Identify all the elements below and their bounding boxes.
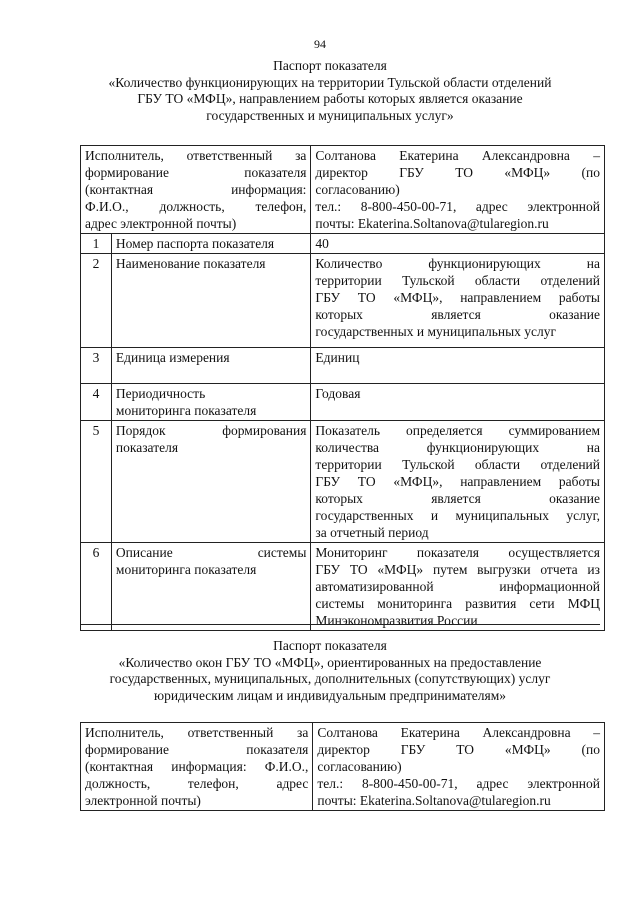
row-label-line: Описание системы [115,545,307,560]
executor-value-line: тел.: 8-800-450-00-71, адрес электронной [317,776,600,791]
executor-value-cell [311,146,605,234]
executor-value-line: тел.: 8-800-450-00-71, адрес электронной [315,199,600,214]
executor-value-line: Солтанова Екатерина Александровна – [317,725,600,740]
row-label [111,348,311,384]
executor-value-line: директор ГБУ ТО «МФЦ» (по [317,742,600,757]
row-label [111,543,311,631]
executor-value-line: почты: Ekaterina.Soltanova@tularegion.ru [317,793,551,808]
row-value-line: автоматизированной информационной [315,579,600,594]
row-value-line: территории Тульской области отделений [315,457,600,472]
table-row [81,543,605,631]
passport-1-heading-line: Паспорт показателя [273,58,387,73]
page-number: 94 [314,37,326,51]
row-number: 4 [81,384,112,421]
executor-label-line: Ф.И.О., должность, телефон, [85,199,307,214]
row-value-line: территории Тульской области отделений [315,273,600,288]
row-label-line: мониторинга показателя [115,403,257,418]
row-value [311,384,605,421]
executor-row [81,146,605,234]
row-label [111,234,311,254]
row-value-line: государственных и муниципальных услуг [315,324,557,339]
passport-1-heading [40,58,620,124]
row-value [311,421,605,543]
table-bottom-rule [80,624,600,625]
row-number: 1 [81,234,112,254]
row-label-line: Периодичность [115,386,206,401]
executor-label-cell [81,723,313,811]
row-number: 5 [81,421,112,543]
executor-label-line: (контактная информация: [85,182,307,197]
row-label-line: Единица измерения [115,350,230,365]
executor-value-line: почты: Ekaterina.Soltanova@tularegion.ru [315,216,549,231]
executor-value-cell [313,723,605,811]
passport-2-heading-line: «Количество окон ГБУ ТО «МФЦ», ориентированных на предоставление [118,654,542,670]
executor-label-line: должность, телефон, адрес [85,776,309,791]
executor-value-line: согласованию) [317,759,402,774]
passport-2-heading-line: государственных, муниципальных, дополнительных (сопутствующих) услуг [109,671,551,686]
row-label-line: Номер паспорта показателя [115,236,275,251]
row-value-line: за отчетный период [315,525,429,540]
row-value [311,348,605,384]
row-value-line: Количество функционирующих на [315,256,600,271]
passport-1-heading-line: «Количество функционирующих на территории Тульской области отделений [108,74,552,90]
row-label [111,254,311,348]
executor-value-line: директор ГБУ ТО «МФЦ» (по [315,165,600,180]
table-row [81,348,605,384]
row-value-line: Мониторинг показателя осуществляется [315,545,600,560]
executor-label-line: Исполнитель, ответственный за [85,148,307,163]
row-value-line: Минэкономразвития России [315,613,478,628]
passport-2-heading-line: Паспорт показателя [273,638,387,653]
passport-2-table [80,722,605,811]
passport-2-heading-line: юридическим лицам и индивидуальным предпринимателям» [154,687,506,703]
passport-1-heading-line: ГБУ ТО «МФЦ», направлением работы которых является оказание [137,91,523,106]
executor-label-line: электронной почты) [85,793,201,808]
passport-2-heading [40,638,620,704]
row-label [111,421,311,543]
row-value [311,543,605,631]
passport-1-table [80,145,605,631]
passport-1-heading-line: государственных и муниципальных услуг» [206,107,454,123]
row-value-line: системы мониторинга развития сети МФЦ [315,596,600,611]
executor-label-cell [81,146,311,234]
row-label-line: Наименование показателя [115,256,266,271]
table-row [81,254,605,348]
executor-value-line: Солтанова Екатерина Александровна – [315,148,600,163]
executor-label-line: формирование показателя [85,165,307,180]
row-value-line: ГБУ ТО «МФЦ» путем выгрузки отчета из [315,562,600,577]
row-label-line: показателя [115,440,179,455]
row-label [111,384,311,421]
row-label-line: Порядок формирования [115,423,307,438]
executor-label-line: адрес электронной почты) [85,216,237,231]
row-label-line: мониторинга показателя [115,562,257,577]
row-value-line: Годовая [315,386,361,401]
row-number: 3 [81,348,112,384]
row-value [311,234,605,254]
executor-value-line: согласованию) [315,182,400,197]
row-number: 6 [81,543,112,631]
row-value-line: Единиц [315,350,360,365]
row-value-line: 40 [315,236,329,251]
executor-label-line: формирование показателя [85,742,309,757]
table-row [81,384,605,421]
executor-label-line: Исполнитель, ответственный за [85,725,309,740]
executor-label-line: (контактная информация: Ф.И.О., [85,759,309,774]
table-row [81,421,605,543]
row-value-line: Показатель определяется суммированием [315,423,600,438]
row-number: 2 [81,254,112,348]
row-value-line: количества функционирующих на [315,440,600,455]
executor-row [81,723,605,811]
row-value [311,254,605,348]
row-value-line: которых является оказание [315,491,600,506]
row-value-line: которых является оказание [315,307,600,322]
row-value-line: ГБУ ТО «МФЦ», направлением работы [315,474,600,489]
row-value-line: ГБУ ТО «МФЦ», направлением работы [315,290,600,305]
row-value-line: государственных и муниципальных услуг, [315,508,600,523]
table-row [81,234,605,254]
